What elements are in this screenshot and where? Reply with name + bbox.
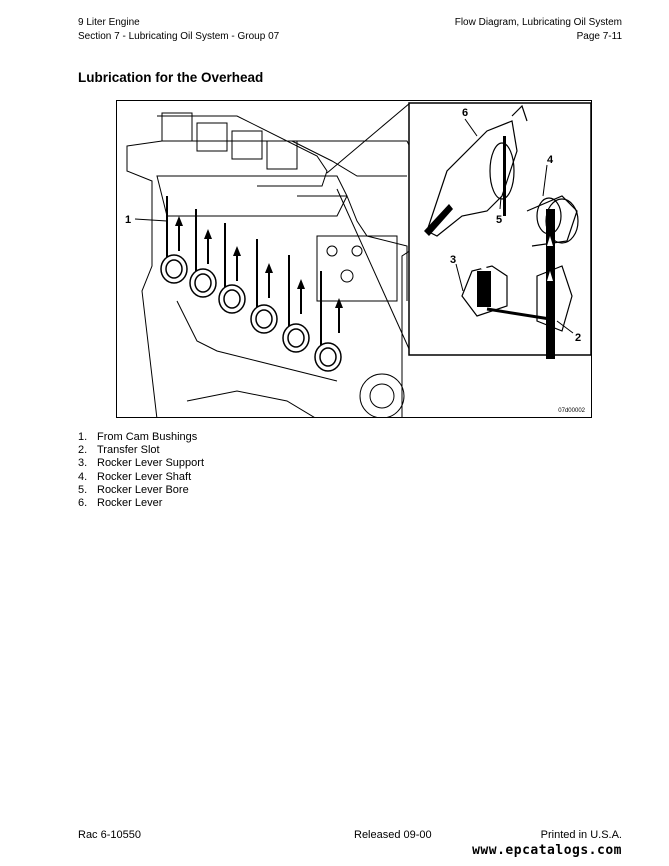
callout-5: 5 (496, 214, 503, 226)
callout-1: 1 (125, 214, 132, 226)
engine-lubrication-figure (116, 100, 592, 418)
header-page-number: Page 7-11 (576, 31, 622, 42)
footer-printed-in: Printed in U.S.A. (540, 829, 622, 841)
legend-item: 3. Rocker Lever Support (78, 457, 204, 470)
callout-4: 4 (547, 154, 554, 166)
callout-2: 2 (575, 332, 582, 344)
legend-item: 4. Rocker Lever Shaft (78, 470, 192, 483)
legend-item: 1. From Cam Bushings (78, 431, 198, 443)
footer-doc-number: Rac 6-10550 (78, 829, 141, 841)
watermark: www.epcatalogs.com (472, 843, 622, 858)
footer-release-date: Released 09-00 (354, 829, 432, 841)
legend-item: 2. Transfer Slot (78, 444, 160, 457)
detail-inset (409, 103, 591, 355)
header-engine-title: 9 Liter Engine (78, 17, 140, 28)
legend-list (78, 431, 204, 510)
legend-item: 6. Rocker Lever (78, 497, 163, 510)
engine-illustration (117, 101, 592, 418)
callout-3: 3 (450, 254, 457, 266)
header-chapter-title: Flow Diagram, Lubricating Oil System (454, 17, 622, 28)
figure-id: 07d00002 (558, 408, 585, 414)
callout-6: 6 (462, 107, 469, 119)
page-title: Lubrication for the Overhead (78, 70, 264, 85)
transfer-slot (477, 271, 491, 307)
header-section: Section 7 - Lubricating Oil System - Group 07 (78, 31, 280, 42)
legend-item: 5. Rocker Lever Bore (78, 483, 189, 496)
